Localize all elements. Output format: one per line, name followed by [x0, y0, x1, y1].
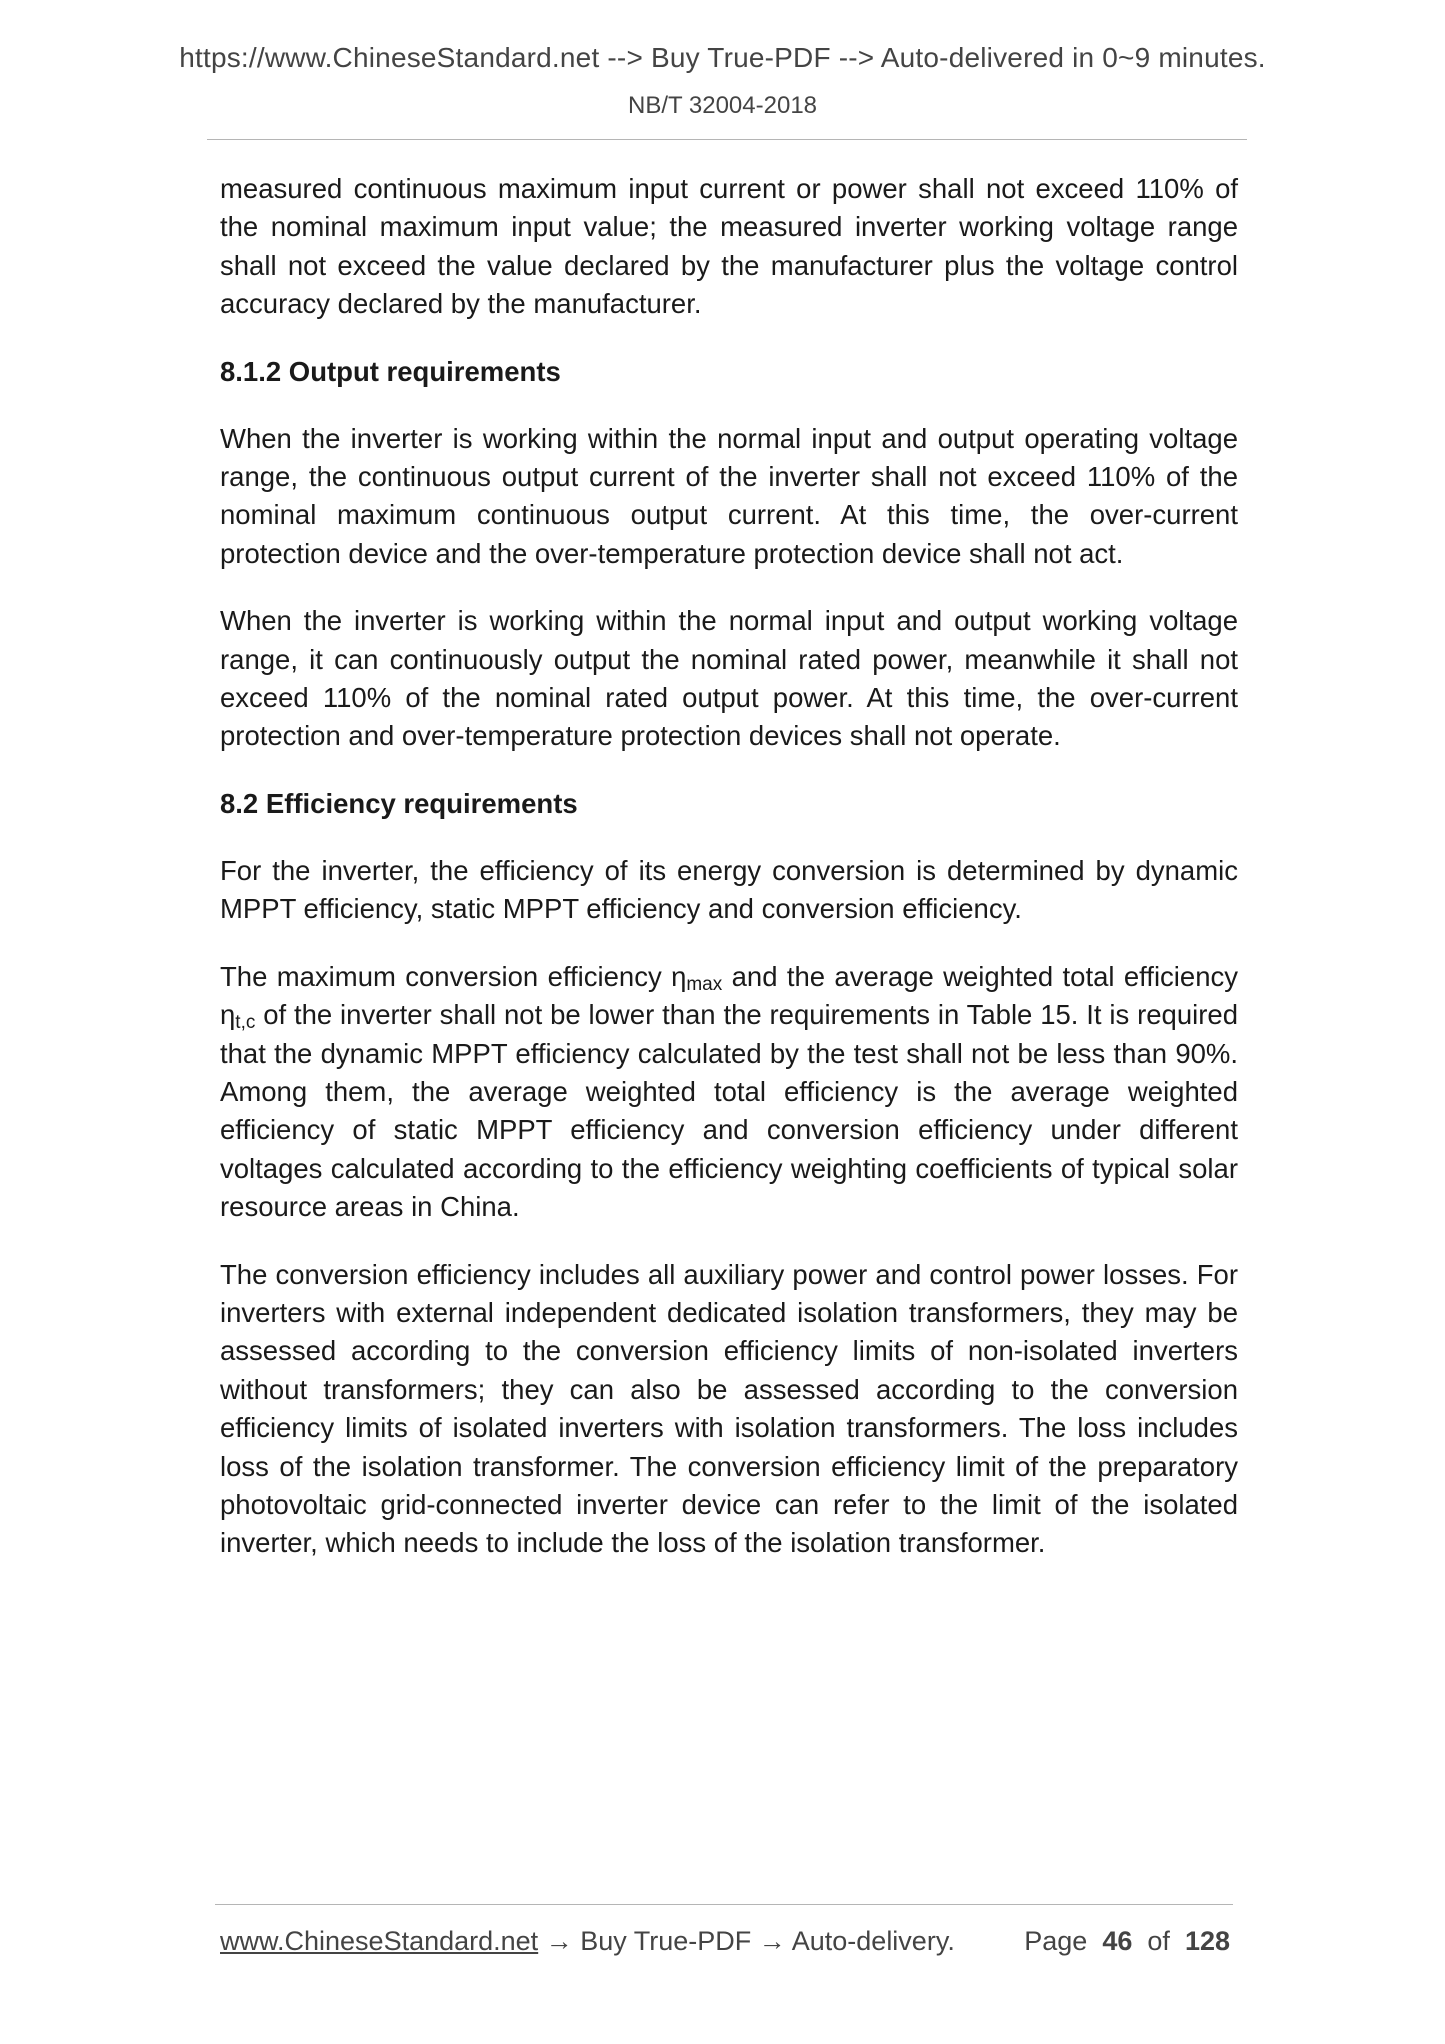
page-content	[220, 170, 1238, 1592]
page-indicator	[1024, 1926, 1230, 1957]
page-of: of	[1147, 1926, 1170, 1956]
paragraph-efficiency-intro: For the inverter, the efficiency of its energy conversion is determined by dynamic MPPT efficiency, static MPPT efficiency and conversion efficiency.	[220, 854, 1238, 925]
footer-divider	[215, 1904, 1233, 1905]
subscript-tc: t,c	[235, 1012, 256, 1034]
subscript-max: max	[686, 973, 723, 995]
paragraph-output-current: When the inverter is working within the normal input and output operating voltage range, the continuous output current of the inverter shall not exceed 110% of the nominal maximum continuous output current. At this time, the over-current protection device and the over-temperature protection device shall not act.	[220, 422, 1238, 569]
paragraph-conversion-efficiency: The conversion efficiency includes all auxiliary power and control power losses. For inverters with external independent dedicated isolation transformers, they may be assessed according to the conversion efficiency limits of non-isolated inverters without transformers; they can also be assessed according to the conversion efficiency limits of isolated inverters with isolation transformers. The loss includes loss of the isolation transformer. The conversion efficiency limit of the preparatory photovoltaic grid-connected inverter device can refer to the limit of the isolated inverter, which needs to include the loss of the isolation transformer.	[220, 1258, 1238, 1559]
page-footer	[220, 1926, 1230, 1957]
footer-left	[220, 1926, 955, 1956]
eta-symbol: η	[220, 999, 236, 1031]
text-segment: The maximum conversion efficiency	[220, 960, 672, 992]
heading-8-2: 8.2 Efficiency requirements	[220, 787, 578, 819]
paragraph-efficiency-requirements	[220, 958, 1238, 1227]
site-link[interactable]: www.ChineseStandard.net	[220, 1926, 539, 1956]
header-divider	[207, 139, 1247, 140]
text-segment: of the inverter shall not be lower than the requirements in Table 15. It is required that the dynamic MPPT efficiency calculated by the test shall not be less than 90%. Among them, the average weighted total efficiency is the average weighted efficiency of static MPPT efficiency and conversion efficiency under different voltages calculated according to the efficiency weighting coefficients of typical solar resource areas in China.	[220, 999, 1238, 1223]
standard-number: NB/T 32004-2018	[627, 92, 818, 119]
page-current: 46	[1102, 1926, 1133, 1956]
page-label: Page	[1024, 1926, 1088, 1956]
text-segment: and the average weighted total efficiency	[722, 960, 1239, 992]
footer-nav-text: → Buy True-PDF → Auto-delivery.	[538, 1926, 955, 1956]
top-banner: https://www.ChineseStandard.net --> Buy True-PDF --> Auto-delivered in 0~9 minutes.	[179, 42, 1266, 73]
eta-symbol: η	[671, 960, 687, 992]
paragraph-output-power: When the inverter is working within the normal input and output working voltage range, it can continuously output the nominal rated power, meanwhile it shall not exceed 110% of the nominal rated output power. At this time, the over-current protection and over-temperature protection devices shall not operate.	[220, 605, 1238, 752]
page-total: 128	[1184, 1926, 1230, 1956]
heading-8-1-2: 8.1.2 Output requirements	[220, 355, 561, 387]
paragraph-continuation: measured continuous maximum input current or power shall not exceed 110% of the nominal maximum input value; the measured inverter working voltage range shall not exceed the value declared by the manufacturer plus the voltage control accuracy declared by the manufacturer.	[220, 173, 1238, 320]
